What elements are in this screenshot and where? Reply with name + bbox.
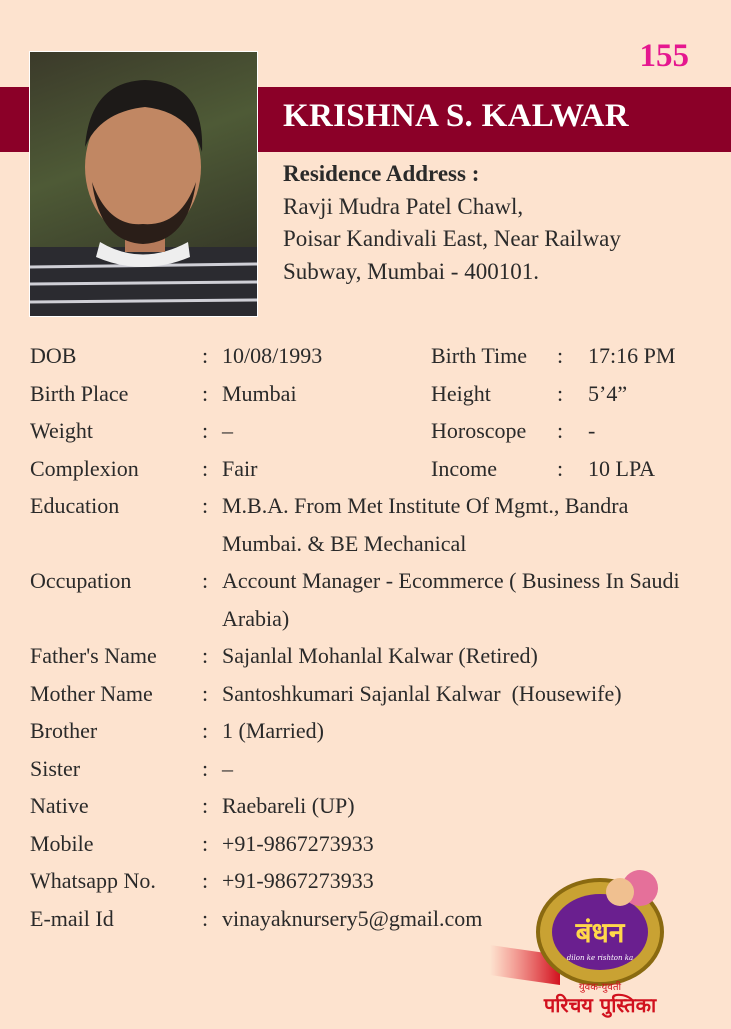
- detail-label: Birth Place: [30, 380, 129, 406]
- colon: :: [202, 793, 209, 818]
- detail-row-native: [30, 787, 710, 825]
- address-line: Poisar Kandivali East, Near Railway: [283, 226, 621, 251]
- colon: :: [202, 455, 209, 481]
- detail-row-whatsapp: [30, 862, 710, 900]
- colon: :: [557, 380, 564, 406]
- detail-label: Mother Name: [30, 680, 153, 706]
- colon: :: [202, 643, 209, 668]
- detail-value: M.B.A. From Met Institute Of Mgmt., Bandra Mumbai. & BE Mechanical: [222, 493, 629, 556]
- detail-value: Fair: [222, 455, 258, 481]
- detail-label: Height: [431, 380, 491, 406]
- detail-row-weight: [30, 412, 710, 450]
- address-line: Subway, Mumbai - 400101.: [283, 258, 539, 284]
- logo-tagline: dilon ke rishton ka: [566, 954, 634, 962]
- colon: :: [557, 455, 564, 481]
- detail-label: Occupation: [30, 568, 132, 593]
- detail-row-birth-place: [30, 375, 710, 413]
- detail-value: 10 LPA: [588, 455, 656, 481]
- profile-name: KRISHNA S. KALWAR: [283, 98, 629, 134]
- detail-value: 1 (Married): [222, 718, 325, 743]
- detail-row-sister: [30, 750, 710, 788]
- detail-label: Native: [30, 793, 89, 818]
- detail-value: –: [222, 418, 233, 443]
- address-heading: Residence Address :: [283, 161, 480, 186]
- detail-label: DOB: [30, 343, 77, 368]
- colon: :: [202, 343, 209, 368]
- detail-value: 10/08/1993: [222, 343, 323, 368]
- colon: :: [557, 343, 564, 368]
- colon: :: [202, 680, 209, 706]
- detail-label: Income: [431, 455, 497, 481]
- detail-row-dob: [30, 337, 710, 375]
- detail-row-occupation: [30, 562, 710, 637]
- colon: :: [202, 568, 209, 593]
- detail-row-complexion: [30, 450, 710, 488]
- colon: :: [202, 718, 209, 743]
- detail-value: Sajanlal Mohanlal Kalwar (Retired): [222, 643, 538, 668]
- colon: :: [202, 830, 209, 856]
- colon: :: [202, 755, 209, 781]
- details-table: [30, 337, 710, 937]
- detail-label: Complexion: [30, 455, 139, 481]
- profile-photo: [29, 51, 258, 317]
- detail-value: Account Manager - Ecommerce ( Business In Saudi Arabia): [222, 568, 680, 631]
- detail-label: Sister: [30, 755, 81, 781]
- detail-row-mobile: [30, 825, 710, 863]
- detail-label: Education: [30, 493, 120, 518]
- profile-number: 155: [639, 38, 689, 74]
- detail-label: Weight: [30, 418, 93, 443]
- detail-label: Horoscope: [431, 418, 527, 443]
- address-line: Ravji Mudra Patel Chawl,: [283, 193, 524, 219]
- logo-main: परिचय पुस्तिका: [543, 993, 657, 1017]
- colon: :: [202, 418, 209, 443]
- residence-address: [283, 158, 621, 288]
- colon: :: [202, 380, 209, 406]
- detail-row-email: [30, 900, 710, 938]
- logo-title: बंधन: [575, 916, 625, 949]
- colon: :: [202, 493, 209, 518]
- detail-value: Mumbai: [222, 380, 297, 406]
- colon: :: [202, 868, 209, 893]
- detail-value: vinayaknursery5@gmail.com: [222, 905, 483, 931]
- detail-value: +91-9867273933: [222, 868, 374, 893]
- detail-label: Father's Name: [30, 643, 157, 668]
- detail-value: 5’4”: [588, 380, 628, 406]
- detail-value: -: [588, 418, 596, 443]
- colon: :: [557, 418, 564, 443]
- detail-label: Mobile: [30, 830, 94, 856]
- detail-label: E-mail Id: [30, 905, 114, 931]
- detail-value: Santoshkumari Sajanlal Kalwar (Housewife): [222, 680, 622, 706]
- detail-value: 17:16 PM: [588, 343, 676, 368]
- detail-value: –: [222, 755, 233, 781]
- detail-row-father: [30, 637, 710, 675]
- detail-row-mother: [30, 675, 710, 713]
- detail-row-brother: [30, 712, 710, 750]
- detail-label: Whatsapp No.: [30, 868, 156, 893]
- detail-row-education: [30, 487, 710, 562]
- detail-value: Raebareli (UP): [222, 793, 355, 818]
- detail-label: Brother: [30, 718, 98, 743]
- colon: :: [202, 905, 209, 931]
- detail-label: Birth Time: [431, 343, 527, 368]
- detail-value: +91-9867273933: [222, 830, 374, 856]
- logo-sub: युवक-युवती: [578, 982, 622, 993]
